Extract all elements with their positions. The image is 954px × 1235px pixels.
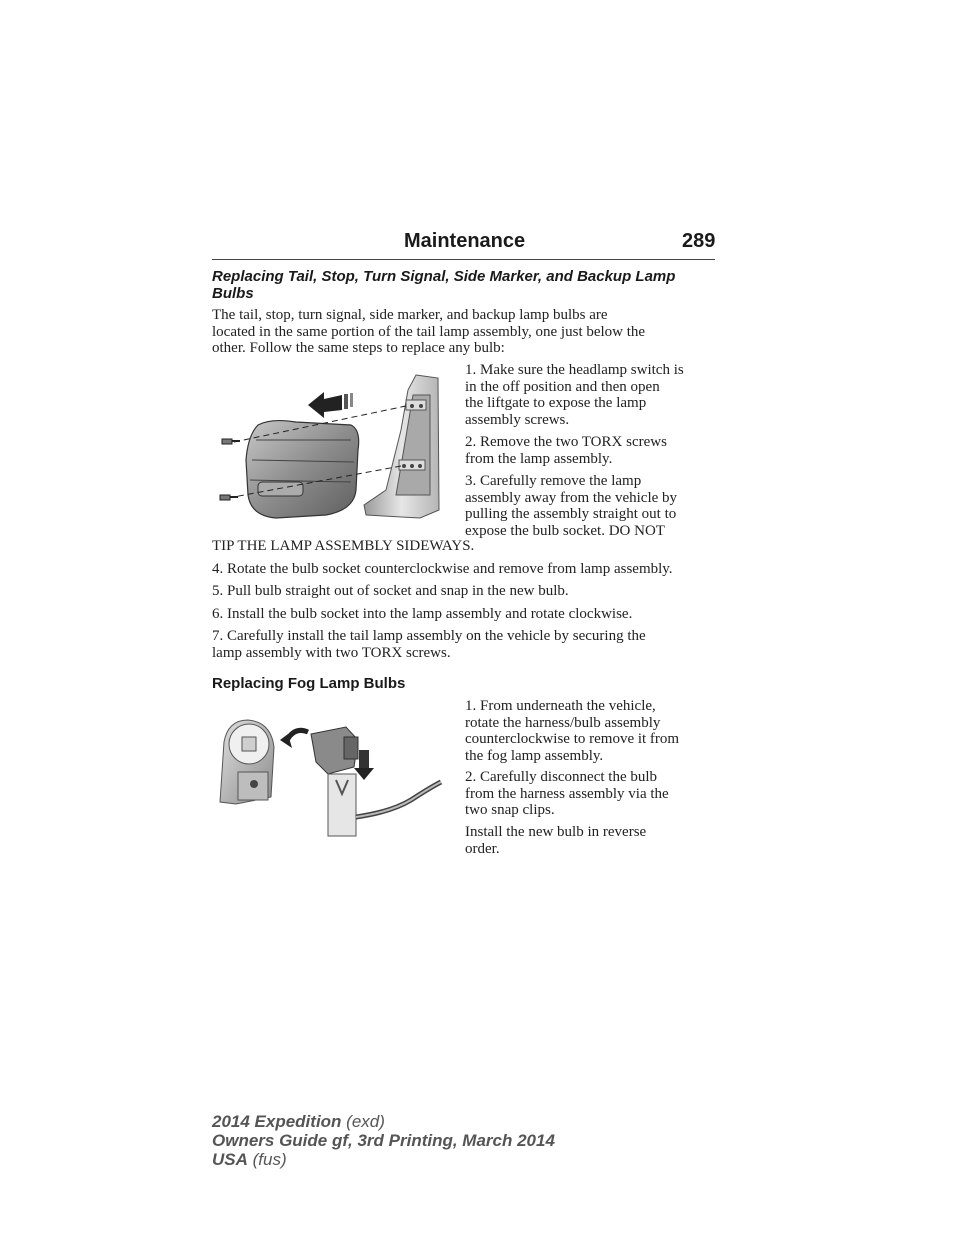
fog-lamp-step-2: 2. Carefully disconnect the bulb from the harness assembly via the two snap clips. [465, 769, 669, 818]
tail-lamp-step-2: 2. Remove the two TORX screws from the lamp assembly. [465, 434, 667, 467]
page-number: 289 [682, 230, 716, 252]
tail-lamp-step-3-continued: TIP THE LAMP ASSEMBLY SIDEWAYS. [212, 538, 475, 554]
tail-lamp-step-4: 4. Rotate the bulb socket counterclockwise and remove from lamp assembly. [212, 561, 673, 577]
footer-market: USA [212, 1150, 248, 1169]
fog-lamp-heading: Replacing Fog Lamp Bulbs [212, 675, 406, 692]
tail-lamp-step-1: 1. Make sure the headlamp switch is in the off position and then open the liftgate to expose the lamp assembly screws. [465, 362, 684, 428]
screw-icon [220, 495, 238, 500]
fog-lamp-install-note: Install the new bulb in reverse order. [465, 824, 647, 857]
footer-market-code: (fus) [252, 1150, 287, 1169]
footer-model: 2014 Expedition [212, 1112, 342, 1131]
rotate-arrow-icon [280, 730, 308, 748]
section-title: Maintenance [404, 230, 526, 252]
screw-icon [222, 439, 240, 444]
footer-model-code: (exd) [346, 1112, 385, 1131]
tail-lamp-illustration [216, 370, 446, 525]
fog-lamp-illustration [216, 712, 444, 842]
tail-lamp-step-7: 7. Carefully install the tail lamp assembly on the vehicle by securing the lamp assembly with two TORX screws. [212, 628, 646, 661]
header-rule [212, 259, 715, 260]
tail-lamp-step-3: 3. Carefully remove the lamp assembly away from the vehicle by pulling the assembly straight out to expose the bulb socket. DO NOT [465, 473, 678, 539]
tail-lamp-step-6: 6. Install the bulb socket into the lamp assembly and rotate clockwise. [212, 606, 633, 622]
tail-lamp-intro: The tail, stop, turn signal, side marker, and backup lamp bulbs are located in the same portion of the tail lamp assembly, one just below the other. Follow the same steps to replace any bulb: [212, 307, 646, 356]
tail-lamp-heading: Replacing Tail, Stop, Turn Signal, Side Marker, and Backup Lamp Bulbs [212, 268, 676, 302]
fog-lamp-step-1: 1. From underneath the vehicle, rotate the harness/bulb assembly counterclockwise to remove it from the fog lamp assembly. [465, 698, 680, 764]
tail-lamp-step-5: 5. Pull bulb straight out of socket and snap in the new bulb. [212, 583, 569, 599]
footer-guide: Owners Guide gf, 3rd Printing, March 2014 [212, 1131, 555, 1150]
arrow-left-icon [308, 392, 353, 418]
footer [212, 1112, 555, 1169]
